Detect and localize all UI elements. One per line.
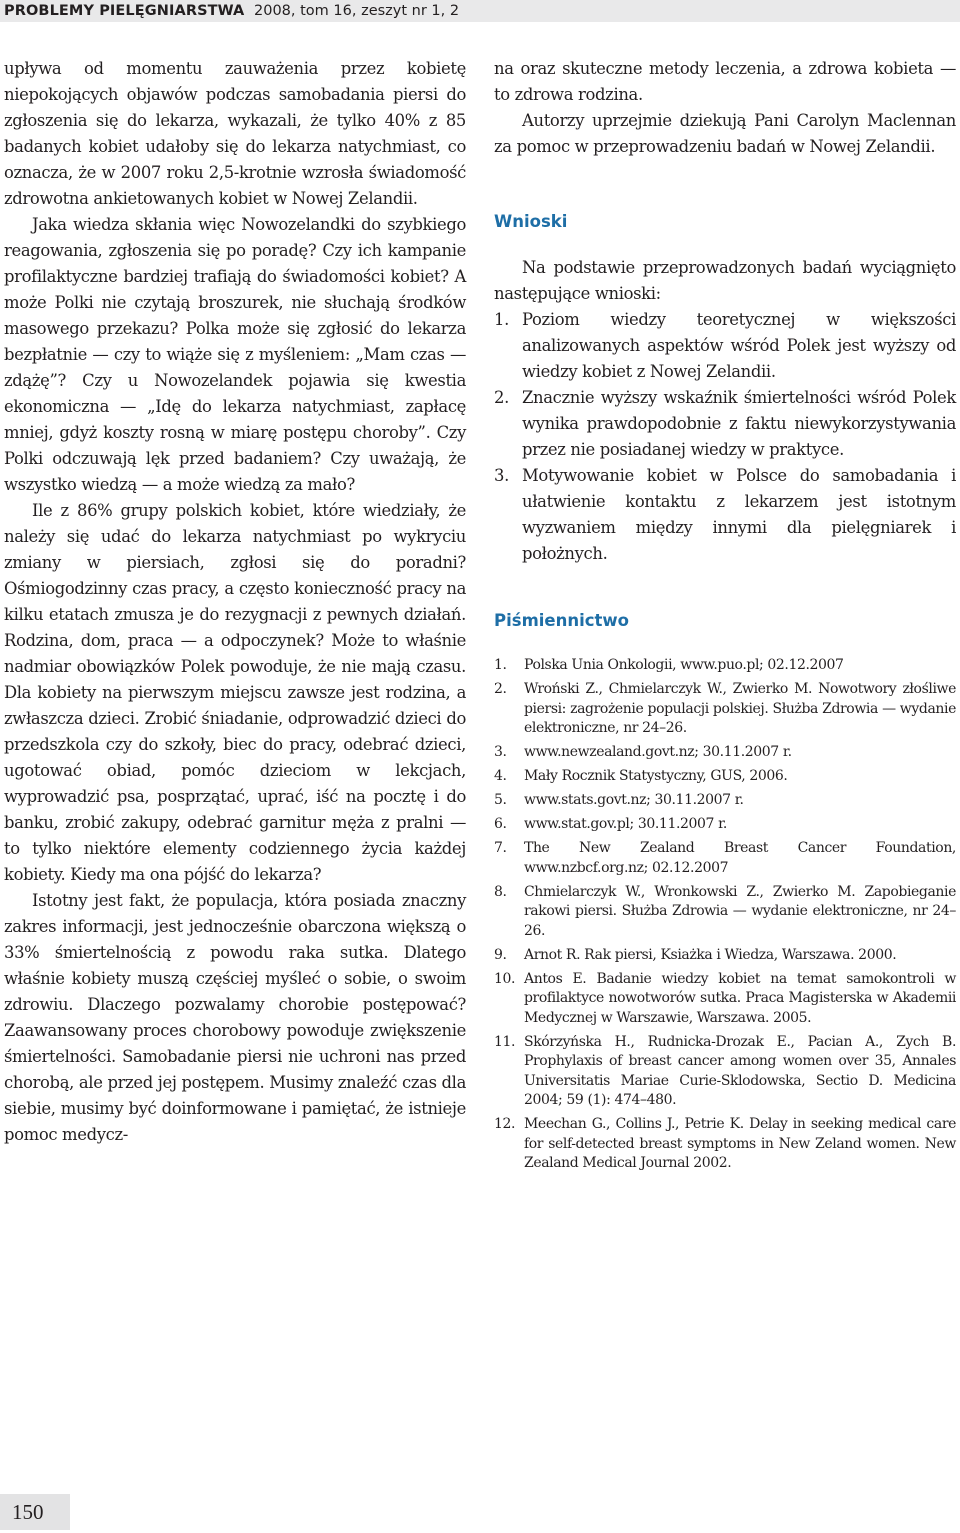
reference-text: Skórzyńska H., Rudnicka-Drozak E., Pacian A., Zych B. Prophylaxis of breast cancer among women over 35, Annales Universitatis Mariae Curie-Sklodowska, Sectio D. Medicina 2004; 59 (1): 474–480. [524,1033,956,1108]
right-column [494,56,956,1178]
body-paragraph: Istotny jest fakt, że populacja, która posiada znaczny zakres informacji, jest jednocześnie obarczona większą o 33% śmiertelnością z powodu raka sutka. Dlatego właśnie kobiety muszą częściej myśleć o sobie, o swoim zdrowiu. Dlaczego pozwalamy chorobie postępować? Zaawansowany proces chorobowy powoduje zwiększenie śmiertelności. Samobadanie piersi nie uchroni nas przed chorobą, ale przed jej postępem. Musimy znaleźć czas dla siebie, musimy być doinformowane i pamiętać, że istnieje pomoc medycz- [4,891,466,1144]
reference-item [494,946,956,966]
reference-text: Chmielarczyk W., Wronkowski Z., Zwierko M. Zapobieganie rakowi piersi. Służba Zdrowia — wydanie elektroniczne, nr 24–26. [524,883,956,939]
reference-text: www.newzealand.govt.nz; 30.11.2007 r. [524,744,792,760]
conclusion-item [494,385,956,463]
body-paragraph: Jaka wiedza skłania więc Nowozelandki do szybkiego reagowania, zgłoszenia się po poradę? Czy ich kampanie profilaktyczne bardziej trafiają do świadomości kobiet? A może Polki nie czytają broszurek, nie słuchają środków masowego przekazu? Polka może się zgłosić do lekarza bezpłatnie — czy to wiąże się z myśleniem: „Mam czas — zdążę”? Czy u Nowozelandek pojawia się kwestia ekonomiczna — „Idę do lekarza natychmiast, zapłacę mniej, gdyż koszty rosną w miarę postępu choroby”. Czy Polki odczuwają lęk przed badaniem? Czy uważają, że wszystko wiedzą — a może wiedzą za mało? [4,215,466,494]
conclusion-text: Poziom wiedzy teoretycznej w większości analizowanych aspektów wśród Polek jest wyższy od wiedzy kobiet z Nowej Zelandii. [522,310,956,381]
reference-item [494,791,956,811]
reference-item [494,883,956,942]
reference-text: www.stat.gov.pl; 30.11.2007 r. [524,816,727,832]
continuation-paragraph: na oraz skuteczne metody leczenia, a zdrowa kobieta — to zdrowa rodzina. [494,59,956,104]
reference-item [494,970,956,1029]
reference-text: Wroński Z., Chmielarczyk W., Zwierko M. Nowotwory złośliwe piersi: zagrożenie populacji polskiej. Służba Zdrowia — wydanie elektroniczne, nr 24–26. [524,681,956,736]
conclusion-item [494,463,956,567]
conclusions-heading: Wnioski [494,212,568,231]
reference-number: 9. [494,946,507,963]
reference-text: Meechan G., Collins J., Petrie K. Delay in seeking medical care for self-detected breast symptoms in New Zeland women. New Zealand Medical Journal 2002. [524,1116,956,1171]
reference-text: Mały Rocznik Statystyczny, GUS, 2006. [524,768,788,784]
conclusion-text: Znacznie wyższy wskaźnik śmiertelności wśród Polek wynika prawdopodobnie z faktu niewykorzystywania przez nie posiadanej wiedzy w praktyce. [522,388,956,459]
reference-number: 5. [494,792,507,808]
page-number: 150 [12,1500,44,1524]
reference-number: 2. [494,681,507,697]
reference-number: 11. [494,1033,516,1050]
body-paragraph: upływa od momentu zauważenia przez kobietę niepokojących objawów podczas samobadania piersi do zgłoszenia się do lekarza, wykazali, że tylko 40% z 85 badanych kobiet udałoby się do lekarza natychmiast, co oznacza, że w 2007 roku 2,5-krotnie wzrosła świadomość zdrowotna ankietowanych kobiet w Nowej Zelandii. [4,59,466,208]
left-column [4,56,466,1148]
conclusions-intro: Na podstawie przeprowadzonych badań wyciągnięto następujące wnioski: [494,258,956,303]
reference-number: 7. [494,840,507,856]
running-header [0,0,960,22]
reference-number: 10. [494,970,516,987]
conclusions-list [494,307,956,567]
reference-number: 8. [494,883,507,900]
reference-number: 6. [494,816,507,832]
conclusion-number: 3. [494,466,509,485]
reference-item [494,743,956,763]
reference-item [494,1033,956,1111]
reference-number: 1. [494,657,507,673]
journal-title: PROBLEMY PIELĘGNIARSTWA [4,3,245,19]
reference-text: www.stats.govt.nz; 30.11.2007 r. [524,792,744,808]
running-header-text [4,1,459,21]
references-list [494,656,956,1174]
reference-item [494,767,956,787]
reference-number: 3. [494,744,507,760]
reference-item [494,815,956,835]
acknowledgement-paragraph: Autorzy uprzejmie dziekują Pani Carolyn Maclennan za pomoc w przeprowadzeniu badań w Nowej Zelandii. [494,111,956,156]
reference-item [494,680,956,739]
page-number-box [0,1494,70,1530]
issue-info: 2008, tom 16, zeszyt nr 1, 2 [254,3,460,19]
references-heading: Piśmiennictwo [494,611,630,630]
reference-item [494,839,956,878]
conclusion-number: 1. [494,310,509,329]
reference-item [494,656,956,676]
conclusion-item [494,307,956,385]
body-paragraph: Ile z 86% grupy polskich kobiet, które wiedziały, że należy się udać do lekarza natychmiast po wykryciu zmiany w piersiach, zgłosi się do poradni? Ośmiogodzinny czas pracy, a często konieczność pracy na kilku etatach zmusza je do rezygnacji z pewnych działań. Rodzina, dom, praca — a odpoczynek? Może to właśnie nadmiar obowiązków Polek powoduje, że nie mają czasu. Dla kobiety na pierwszym miejscu zawsze jest rodzina, a zwłaszcza dzieci. Zrobić śniadanie, odprowadzić dzieci do przedszkola czy do szkoły, biec do pracy, odebrać dzieci, ugotować obiad, pomóc dzieciom w lekcjach, wyprowadzić psa, posprzątać, uprać, iść na pocztę i do banku, zrobić zakupy, odebrać garnitur męża z pralni — to tylko niektóre elementy codziennego życia każdej kobiety. Kiedy ma ona pójść do lekarza? [4,501,466,884]
conclusion-number: 2. [494,388,509,407]
reference-text: Arnot R. Rak piersi, Ksiażka i Wiedza, Warszawa. 2000. [524,946,897,963]
reference-item [494,1115,956,1174]
reference-text: The New Zealand Breast Cancer Foundation, www.nzbcf.org.nz; 02.12.2007 [524,840,956,876]
reference-text: Polska Unia Onkologii, www.puo.pl; 02.12.2007 [524,657,844,673]
reference-number: 12. [494,1116,516,1132]
reference-text: Antos E. Badanie wiedzy kobiet na temat samokontroli w profilaktyce nowotworów sutka. Praca Magisterska w Akademii Medycznej w Warszawie, Warszawa. 2005. [524,970,956,1026]
reference-number: 4. [494,768,507,784]
conclusion-text: Motywowanie kobiet w Polsce do samobadania i ułatwienie kontaktu z lekarzem jest istotnym wyzwaniem między innymi dla pielęgniarek i położnych. [522,466,956,563]
